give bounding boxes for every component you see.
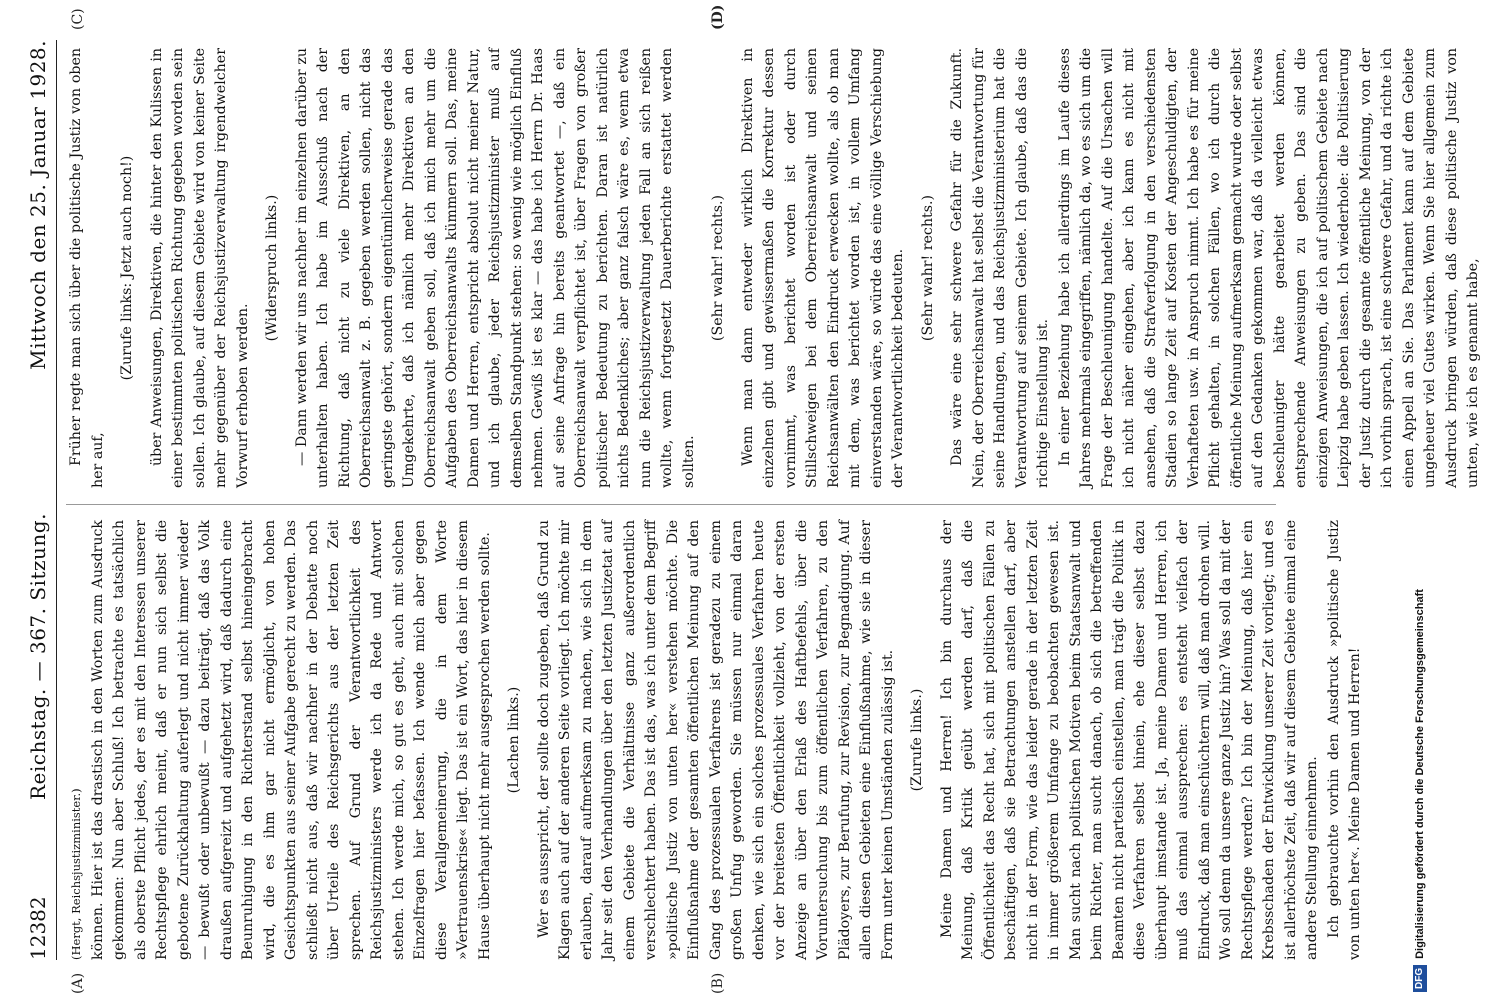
dfg-credit-strip: [1411, 8, 1429, 992]
margin-mark-c: (C): [70, 8, 86, 30]
interjection: (Sehr wahr! rechts.): [710, 194, 726, 342]
session-date: Mittwoch den 25. Januar 1928.: [26, 40, 50, 370]
right-paragraph-5: Das wäre eine sehr schwere Gefahr für die Zukunft. Nein, der Oberreichsanwalt hat selbst die Verantwortung für seine Handlungen, und das Reichsjustizministerium hat die Verantwortung auf seinem Gebiete. Ich glaube, daß das die richtige Einstellung ist.: [949, 48, 1051, 488]
speaker-line: (Hergt, Reichsjustizminister.): [69, 788, 83, 960]
interjection: (Sehr wahr! rechts.): [919, 194, 936, 342]
running-header: [20, 40, 57, 960]
left-paragraph-2: Wer es ausspricht, der sollte doch zugeben, daß Grund zu Klagen auch auf der anderen Seite vorliegt. Ich möchte mir erlauben, darauf aufmerksam zu machen, wie sich in dem Jahr seit den Verhandlungen über den letzten Justizetat auf einem Gebiete die Verhältnisse ganz außerordentlich verschlechtert haben. Das ist das, was ich unter dem Begriff »politische Justiz von unten her« verstehen möchte. Die Einflußnahme der gesamten öffentlichen Meinung auf den Gang des prozessualen Verfahrens ist geradezu zu einem großen Unfug geworden. Sie müssen nur einmal daran denken, wie sich ein solches prozessuales Verfahren heute vor der breitesten Öffentlichkeit vollzieht, von der ersten Anzeige an über den Erlaß des Haftbefehls, über die Voruntersuchung bis zum öffentlichen Verfahren, zu den Plädoyers, zur Berufung, zur Revision, zur Begnadigung. Auf allen diesen Gebieten eine Einflußnahme, wie sie in dieser Form unter keinen Umständen zulässig ist.: [535, 520, 896, 960]
dfg-credit-text-rotated: [1411, 8, 1429, 992]
dfg-logo: DFG: [1413, 965, 1427, 992]
left-paragraph-4: Ich gebrauchte vorhin den Ausdruck »politische Justiz von unten her«. Meine Damen und Herren!: [1325, 520, 1363, 960]
right-paragraph-4: Wenn man dann entweder wirklich Direktiven in einzelnen gibt und gewissermaßen die Korrektur dessen vornimmt, was berichtet worden ist oder durch Stillschweigen bei dem Oberreichsanwalt und seinen Reichsanwälten den Eindruck erwecken wollte, als ob man mit dem, was berichtet worden ist, in vollem Umfang einverstanden wäre, so würde das eine völlige Verschiebung der Verantwortlichkeit bedeuten.: [739, 48, 906, 488]
interjection: (Lachen links.): [506, 686, 522, 794]
left-paragraph-1: können. Hier ist das drastisch in den Worten zum Ausdruck gekommen: Nun aber Schluß! Ich betrachte es tatsächlich als oberste Pflicht jedes, der es mit den Interessen unserer Rechtspflege ehrlich meint, daß er nun sich selbst die gebotene Zurückhaltung auferlegt und nicht immer wieder — bewußt oder unbewußt — dazu beiträgt, daß das Volk draußen aufgereizt und aufgehetzt wird, daß dadurch eine Beunruhigung in den Richterstand selbst hineingebracht wird, die es ihm gar nicht ermöglicht, von hohen Gesichtspunkten aus seiner Aufgabe gerecht zu werden. Das schließt nicht aus, daß wir nachher in der Debatte noch über Urteile des Reichsgerichts aus der letzten Zeit sprechen. Auf Grund der Verantwortlichkeit des Reichsjustizministers werde ich da Rede und Antwort stehen. Ich werde mich, so gut es geht, auch mit solchen Einzelfragen hier befassen. Ich wende mich aber gegen diese Verallgemeinerung, die in dem Worte »Vertrauenskrise« liegt. Das ist ein Wort, das hier in diesem Hause überhaupt nicht mehr ausgesprochen werden sollte.: [89, 520, 493, 960]
right-paragraph-6: In einer Beziehung habe ich allerdings im Laufe dieses Jahres mehrmals eingegriffen, nämlich da, wo es sich um die Frage der Beschleunigung handelte. Auf die Ursachen will ich nicht näher eingehen, aber ich kann es nicht mit ansehen, daß die Strafverfolgung in den verschiedensten Stadien so lange Zeit auf Kosten der Angeschuldigten, der Verhafteten usw. in Anspruch nimmt. Ich habe es für meine Pflicht gehalten, in solchen Fällen, wo ich durch die öffentliche Meinung aufmerksam gemacht wurde oder selbst auf den Gedanken gekommen war, daß da vielleicht etwas beschleunigter hätte gearbeitet werden können, entsprechende Anweisungen zu geben. Das sind die einzigen Anweisungen, die ich auf politischem Gebiete nach Leipzig habe geben lassen. Ich wiederhole: die Politisierung der Justiz durch die gesamte öffentliche Meinung, von der ich vorhin sprach, ist eine schwere Gefahr, und da richte ich einen Appell an Sie. Das Parlament kann auf dem Gebiete ungeheuer viel Gutes wirken. Wenn Sie hier allgemein zum Ausdruck bringen würden, daß diese politische Justiz von unten, wie ich es genannt habe,: [1056, 48, 1481, 488]
left-text-column: [66, 520, 1363, 960]
right-paragraph-2: über Anweisungen, Direktiven, die hinter den Kulissen in einer bestimmten politischen Richtung gegeben worden sein sollen. Ich glaube, auf diesem Gebiete wird von keiner Seite mehr gegenüber der Reichsjustizverwaltung irgendwelcher Vorwurf erhoben werden.: [148, 48, 251, 488]
margin-mark-b: (B): [710, 972, 726, 994]
interjection: (Zurufe links: Jetzt auch noch!): [119, 155, 135, 381]
left-paragraph-3: Meine Damen und Herren! Ich bin durchaus der Meinung, daß Kritik geübt werden darf, daß die Öffentlichkeit das Recht hat, sich mit politischen Fällen zu beschäftigen, daß sie Betrachtungen anstellen darf, aber nicht in der Form, wie das leider gerade in der letzten Zeit in immer größerem Umfange zu beobachten gewesen ist. Man sucht nach politischen Motiven beim Staatsanwalt und beim Richter, man sucht danach, ob sich die betreffenden Beamten nicht parteiisch einstellen, man trägt die Politik in diese Verfahren selbst hinein, ehe dieser selbst dazu überhaupt imstande ist. Ja, meine Damen und Herren, ich muß das einmal aussprechen: es entsteht vielfach der Eindruck, daß man einschüchtern will, daß man drohen will. Wo soll denn da unsere ganze Justiz hin? Was soll da mit der Rechtspflege werden? Ich bin der Meinung, daß hier ein Krebsschaden der Entwicklung unserer Zeit vorliegt; und es ist allerhöchste Zeit, daß wir auf diesem Gebiete einmal eine andere Stellung einnehmen.: [938, 520, 1320, 960]
page-number: 12382: [26, 896, 50, 960]
dfg-credit-label: Digitalisierung gefördert durch die Deutsche Forschungsgemeinschaft: [1414, 589, 1426, 959]
right-text-column: [66, 48, 1481, 488]
session-title: Reichstag. — 367. Sitzung.: [26, 513, 50, 800]
margin-mark-d: (D): [710, 4, 726, 30]
interjection: (Widerspruch links.): [264, 194, 280, 342]
right-paragraph-3: — Dann werden wir uns nachher im einzelnen darüber zu unterhalten haben. Ich habe im Ausschuß nach der Richtung, daß nicht zu viele Direktiven, an den Oberreichsanwalt z. B. gegeben werden sollen, nicht das geringste gehört, sondern eigentümlicherweise gerade das Umgekehrte, daß ich nämlich mehr Direktiven an den Oberreichsanwalt geben soll, daß ich mich mehr um die Aufgaben des Oberreichsanwalts kümmern soll. Das, meine Damen und Herren, entspricht absolut nicht meiner Natur, und ich glaube, jeder Reichsjustizminister muß auf demselben Standpunkt stehen: so wenig wie möglich Einfluß nehmen. Gewiß ist es klar — das habe ich Herrn Dr. Haas auf seine Anfrage hin bereits geantwortet —, daß ein Oberreichsanwalt verpflichtet ist, über Fragen von großer politischer Bedeutung zu berichten. Daran ist natürlich nichts Bedenkliches; aber ganz falsch wäre es, wenn etwa nun die Reichsjustizverwaltung jeden Fall an sich reißen wollte, wenn fortgesetzt Dauerberichte erstattet werden sollten.: [293, 48, 697, 488]
right-paragraph-1: Früher regte man sich über die politische Justiz von oben her auf,: [68, 48, 106, 488]
margin-mark-a: (A): [70, 972, 86, 994]
column-divider: [66, 504, 1276, 505]
interjection: (Zurufe links.): [909, 688, 925, 792]
